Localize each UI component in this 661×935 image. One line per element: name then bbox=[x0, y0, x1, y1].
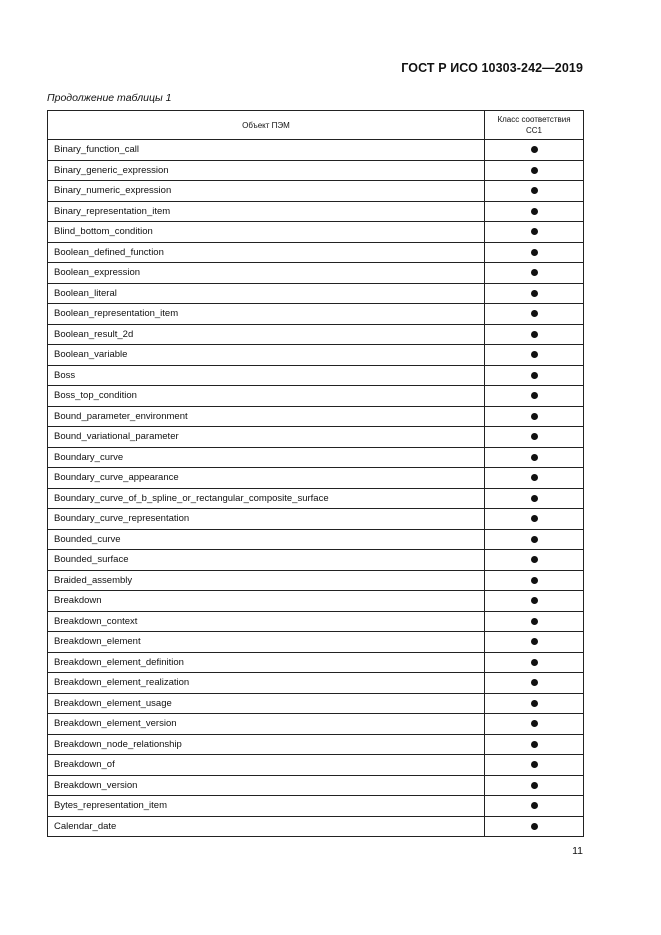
bullet-mark-icon bbox=[531, 495, 538, 502]
table-row bbox=[48, 591, 584, 612]
table-row bbox=[48, 160, 584, 181]
cc1-cell bbox=[485, 693, 584, 714]
table-row bbox=[48, 406, 584, 427]
bullet-mark-icon bbox=[531, 413, 538, 420]
cc1-cell bbox=[485, 611, 584, 632]
cc1-cell bbox=[485, 468, 584, 489]
bullet-mark-icon bbox=[531, 331, 538, 338]
header-conformance-line1: Класс соответствия bbox=[497, 115, 571, 124]
bullet-mark-icon bbox=[531, 659, 538, 666]
bullet-mark-icon bbox=[531, 392, 538, 399]
cc1-cell bbox=[485, 304, 584, 325]
header-conformance-line2: CC1 bbox=[525, 126, 542, 135]
table-row bbox=[48, 222, 584, 243]
cc1-cell bbox=[485, 796, 584, 817]
object-name-cell: Breakdown_context bbox=[48, 611, 485, 632]
table-row bbox=[48, 673, 584, 694]
header-object bbox=[48, 111, 485, 140]
bullet-mark-icon bbox=[531, 167, 538, 174]
cc1-cell bbox=[485, 488, 584, 509]
object-name-cell: Boss_top_condition bbox=[48, 386, 485, 407]
table-row bbox=[48, 242, 584, 263]
cc1-cell bbox=[485, 632, 584, 653]
object-name-cell: Boundary_curve bbox=[48, 447, 485, 468]
bullet-mark-icon bbox=[531, 454, 538, 461]
document-header: ГОСТ Р ИСО 10303-242—2019 bbox=[401, 61, 583, 75]
bullet-mark-icon bbox=[531, 146, 538, 153]
table-row bbox=[48, 181, 584, 202]
cc1-cell bbox=[485, 673, 584, 694]
object-name-cell: Boolean_variable bbox=[48, 345, 485, 366]
cc1-cell bbox=[485, 591, 584, 612]
table-row bbox=[48, 386, 584, 407]
cc1-cell bbox=[485, 386, 584, 407]
table-row bbox=[48, 652, 584, 673]
table-row bbox=[48, 509, 584, 530]
object-name-cell: Boolean_representation_item bbox=[48, 304, 485, 325]
bullet-mark-icon bbox=[531, 577, 538, 584]
table-row bbox=[48, 283, 584, 304]
cc1-cell bbox=[485, 529, 584, 550]
bullet-mark-icon bbox=[531, 433, 538, 440]
table-row bbox=[48, 816, 584, 837]
cc1-cell bbox=[485, 324, 584, 345]
table-caption: Продолжение таблицы 1 bbox=[47, 92, 172, 104]
conformance-table bbox=[47, 110, 584, 837]
object-name-cell: Breakdown_node_relationship bbox=[48, 734, 485, 755]
bullet-mark-icon bbox=[531, 515, 538, 522]
bullet-mark-icon bbox=[531, 372, 538, 379]
bullet-mark-icon bbox=[531, 351, 538, 358]
bullet-mark-icon bbox=[531, 823, 538, 830]
object-name-cell: Breakdown_element_realization bbox=[48, 673, 485, 694]
cc1-cell bbox=[485, 775, 584, 796]
bullet-mark-icon bbox=[531, 474, 538, 481]
object-name-cell: Bound_variational_parameter bbox=[48, 427, 485, 448]
bullet-mark-icon bbox=[531, 802, 538, 809]
table-row bbox=[48, 734, 584, 755]
table-row bbox=[48, 365, 584, 386]
object-name-cell: Breakdown_element_definition bbox=[48, 652, 485, 673]
table-row bbox=[48, 304, 584, 325]
bullet-mark-icon bbox=[531, 700, 538, 707]
object-name-cell: Binary_function_call bbox=[48, 140, 485, 161]
bullet-mark-icon bbox=[531, 761, 538, 768]
object-name-cell: Boolean_defined_function bbox=[48, 242, 485, 263]
cc1-cell bbox=[485, 263, 584, 284]
bullet-mark-icon bbox=[531, 618, 538, 625]
bullet-mark-icon bbox=[531, 638, 538, 645]
cc1-cell bbox=[485, 570, 584, 591]
object-name-cell: Boundary_curve_appearance bbox=[48, 468, 485, 489]
object-name-cell: Boolean_literal bbox=[48, 283, 485, 304]
table-row bbox=[48, 632, 584, 653]
table-row bbox=[48, 488, 584, 509]
table-row bbox=[48, 529, 584, 550]
cc1-cell bbox=[485, 734, 584, 755]
cc1-cell bbox=[485, 242, 584, 263]
bullet-mark-icon bbox=[531, 290, 538, 297]
cc1-cell bbox=[485, 755, 584, 776]
object-name-cell: Bounded_surface bbox=[48, 550, 485, 571]
table-body bbox=[48, 140, 584, 837]
cc1-cell bbox=[485, 365, 584, 386]
cc1-cell bbox=[485, 181, 584, 202]
header-object-label: Объект ПЭМ bbox=[242, 120, 290, 130]
table-row bbox=[48, 775, 584, 796]
header-conformance-class bbox=[485, 111, 584, 140]
object-name-cell: Binary_generic_expression bbox=[48, 160, 485, 181]
table-row bbox=[48, 447, 584, 468]
object-name-cell: Breakdown_element_version bbox=[48, 714, 485, 735]
cc1-cell bbox=[485, 652, 584, 673]
cc1-cell bbox=[485, 160, 584, 181]
table-row bbox=[48, 468, 584, 489]
table-row bbox=[48, 324, 584, 345]
table-row bbox=[48, 263, 584, 284]
cc1-cell bbox=[485, 550, 584, 571]
object-name-cell: Blind_bottom_condition bbox=[48, 222, 485, 243]
table-row bbox=[48, 201, 584, 222]
bullet-mark-icon bbox=[531, 187, 538, 194]
cc1-cell bbox=[485, 509, 584, 530]
object-name-cell: Boolean_result_2d bbox=[48, 324, 485, 345]
object-name-cell: Breakdown bbox=[48, 591, 485, 612]
bullet-mark-icon bbox=[531, 782, 538, 789]
cc1-cell bbox=[485, 406, 584, 427]
page-number: 11 bbox=[572, 845, 583, 857]
table-row bbox=[48, 427, 584, 448]
cc1-cell bbox=[485, 283, 584, 304]
cc1-cell bbox=[485, 140, 584, 161]
table-row bbox=[48, 550, 584, 571]
object-name-cell: Boss bbox=[48, 365, 485, 386]
table-row bbox=[48, 714, 584, 735]
object-name-cell: Bytes_representation_item bbox=[48, 796, 485, 817]
cc1-cell bbox=[485, 345, 584, 366]
bullet-mark-icon bbox=[531, 720, 538, 727]
table-header-row bbox=[48, 111, 584, 140]
object-name-cell: Calendar_date bbox=[48, 816, 485, 837]
object-name-cell: Breakdown_element_usage bbox=[48, 693, 485, 714]
bullet-mark-icon bbox=[531, 228, 538, 235]
object-name-cell: Bounded_curve bbox=[48, 529, 485, 550]
bullet-mark-icon bbox=[531, 310, 538, 317]
cc1-cell bbox=[485, 447, 584, 468]
table-row bbox=[48, 755, 584, 776]
table-row bbox=[48, 796, 584, 817]
object-name-cell: Breakdown_version bbox=[48, 775, 485, 796]
object-name-cell: Braided_assembly bbox=[48, 570, 485, 591]
table-row bbox=[48, 570, 584, 591]
object-name-cell: Breakdown_element bbox=[48, 632, 485, 653]
bullet-mark-icon bbox=[531, 679, 538, 686]
object-name-cell: Binary_representation_item bbox=[48, 201, 485, 222]
table-row bbox=[48, 140, 584, 161]
object-name-cell: Boundary_curve_representation bbox=[48, 509, 485, 530]
object-name-cell: Binary_numeric_expression bbox=[48, 181, 485, 202]
object-name-cell: Boundary_curve_of_b_spline_or_rectangular_composite_surface bbox=[48, 488, 485, 509]
object-name-cell: Bound_parameter_environment bbox=[48, 406, 485, 427]
bullet-mark-icon bbox=[531, 249, 538, 256]
cc1-cell bbox=[485, 427, 584, 448]
table-row bbox=[48, 693, 584, 714]
table-row bbox=[48, 611, 584, 632]
bullet-mark-icon bbox=[531, 597, 538, 604]
bullet-mark-icon bbox=[531, 741, 538, 748]
object-name-cell: Breakdown_of bbox=[48, 755, 485, 776]
cc1-cell bbox=[485, 816, 584, 837]
bullet-mark-icon bbox=[531, 536, 538, 543]
table-row bbox=[48, 345, 584, 366]
bullet-mark-icon bbox=[531, 208, 538, 215]
bullet-mark-icon bbox=[531, 269, 538, 276]
bullet-mark-icon bbox=[531, 556, 538, 563]
object-name-cell: Boolean_expression bbox=[48, 263, 485, 284]
cc1-cell bbox=[485, 714, 584, 735]
cc1-cell bbox=[485, 222, 584, 243]
cc1-cell bbox=[485, 201, 584, 222]
